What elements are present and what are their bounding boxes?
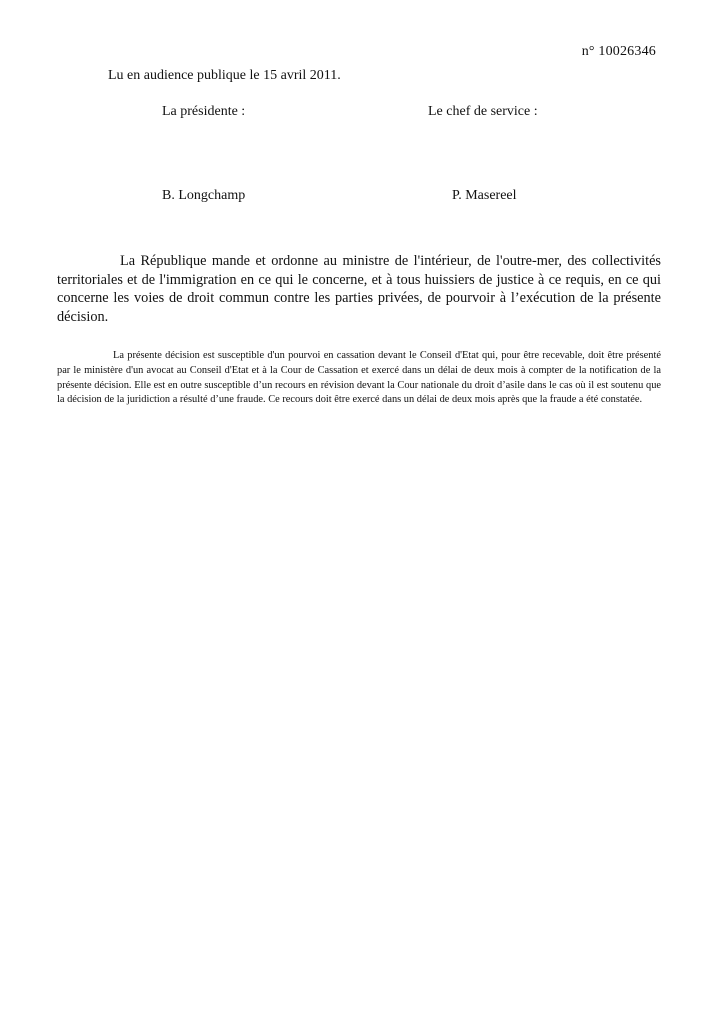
president-title: La présidente : [162,104,246,119]
chief-of-service-name: P. Masereel [452,188,517,203]
case-number: n° 10026346 [581,44,656,59]
president-name: B. Longchamp [162,188,246,203]
chief-of-service-title: Le chef de service : [428,104,538,119]
appeal-notice-paragraph: La présente décision est susceptible d'un pourvoi en cassation devant le Conseil d'Etat qui, pour être recevable, doit être présenté par le ministère d'un avocat au Conseil d'Etat et à la Cour de Cassation et exercé dans un délai de deux mois à compter de la notification de la présente décision. Elle est en outre susceptible d’un recours en révision devant la Cour nationale du droit d’asile dans le cas où il est soutenu que la décision de la juridiction a résulté d’une fraude. Ce recours doit être exercé dans un délai de deux mois après que la fraude a été constatée. [57,350,661,406]
enforcement-mandate-paragraph: La République mande et ordonne au ministre de l'intérieur, de l'outre-mer, des collectivités territoriales et de l'immigration en ce qui le concerne, et à tous huissiers de justice à ce requis, en ce qui concerne les voies de droit commun contre les parties privées, de pourvoir à l’exécution de la présente décision. [57,253,661,325]
public-reading-date: Lu en audience publique le 15 avril 2011. [108,68,341,83]
